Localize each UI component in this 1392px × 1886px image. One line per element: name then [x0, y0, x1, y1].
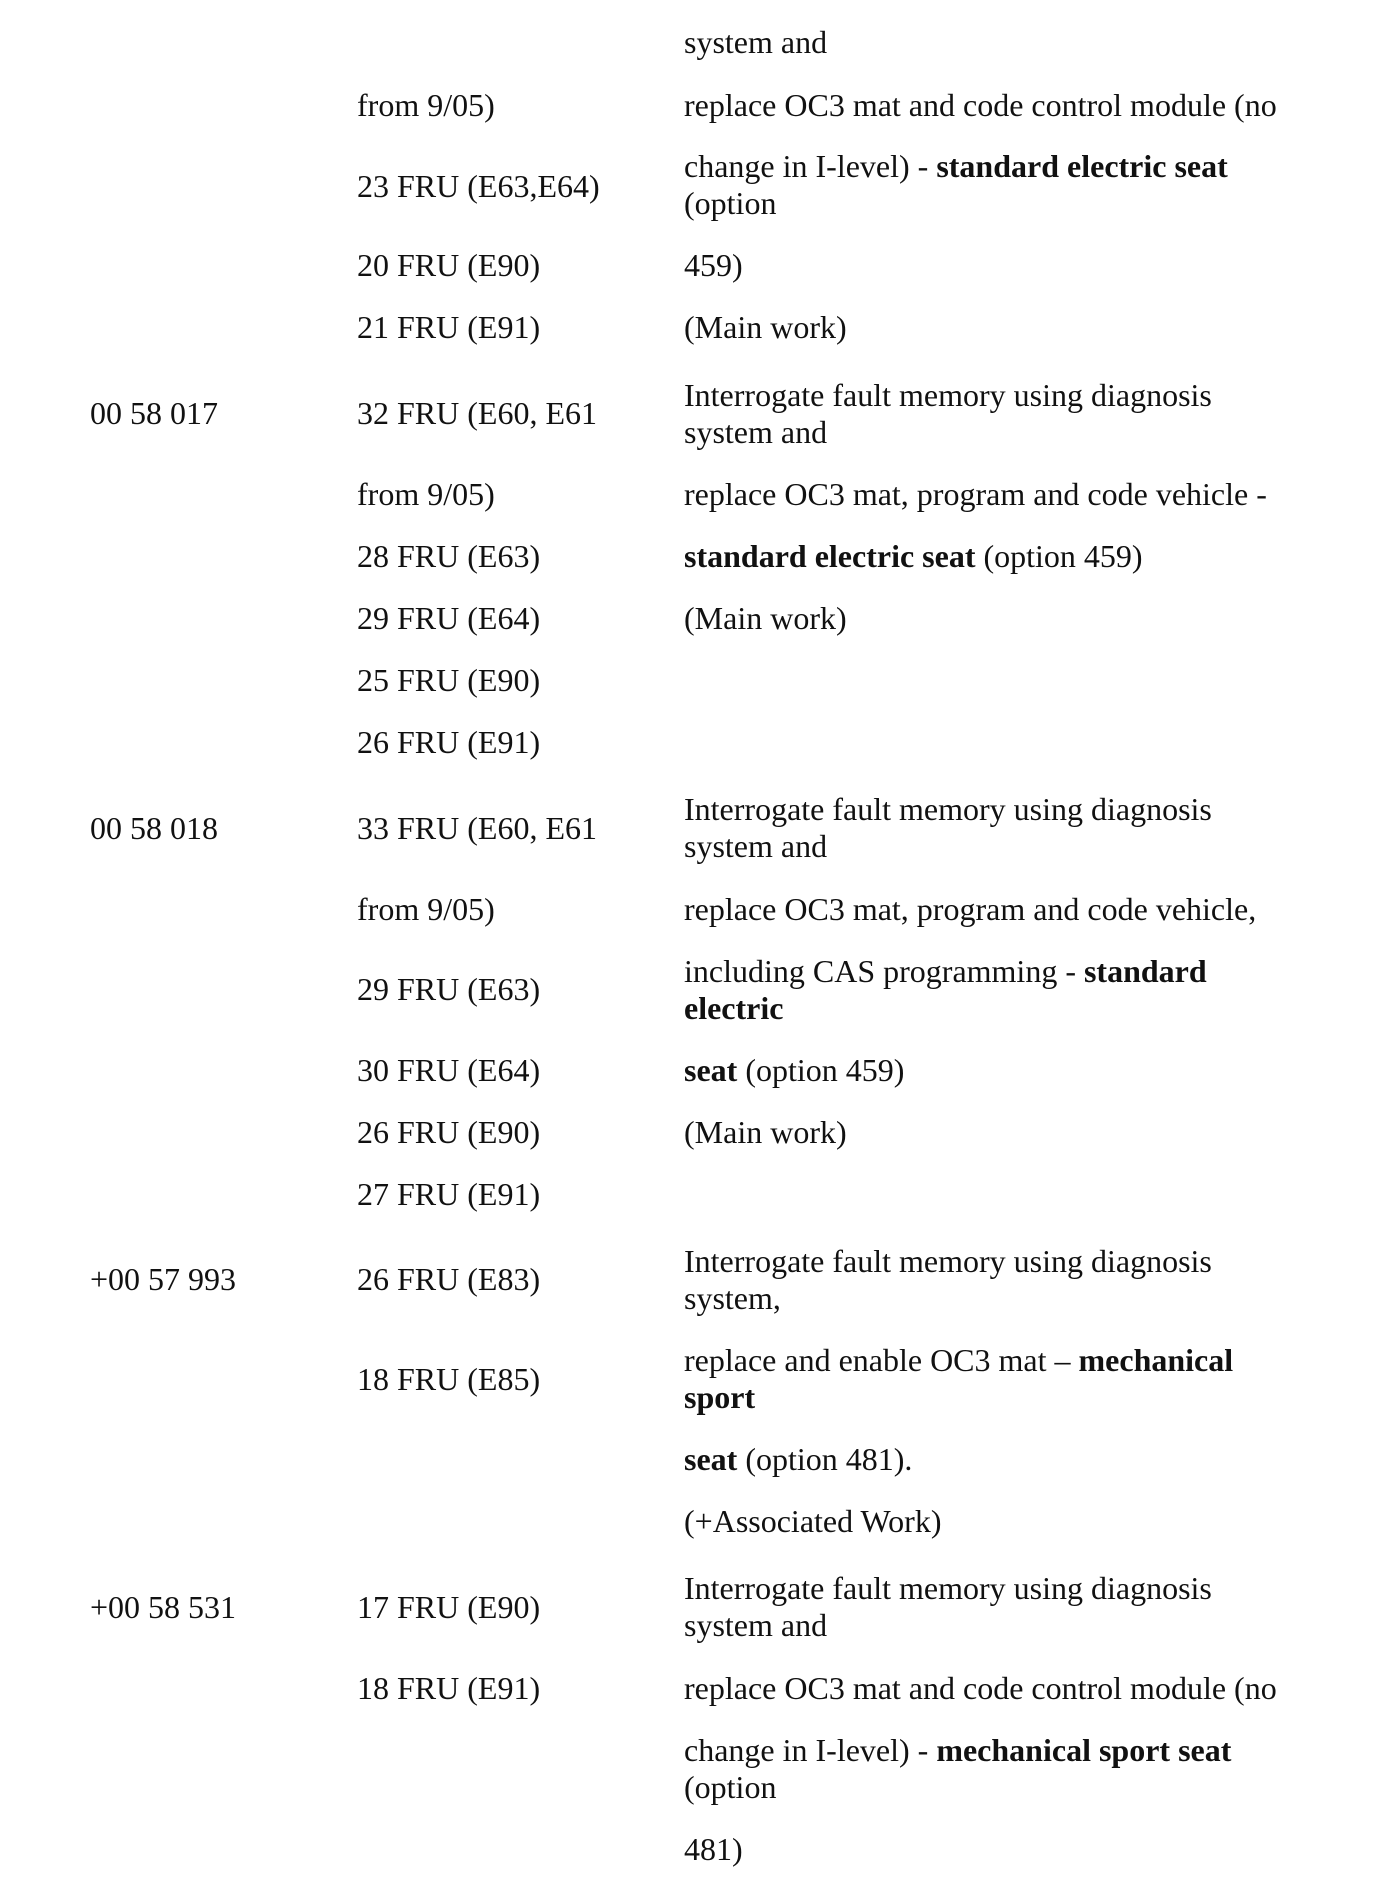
desc-line: (Main work): [684, 600, 847, 636]
desc-line: replace OC3 mat and code control module (no: [684, 87, 1277, 123]
desc-continuation: system and: [684, 24, 828, 60]
desc-line: [684, 538, 1143, 575]
fru-entry: 25 FRU (E90): [357, 662, 541, 698]
fru-entry: 28 FRU (E63): [357, 538, 541, 574]
desc-line: replace OC3 mat and code control module (no: [684, 1670, 1277, 1706]
desc-line: (+Associated Work): [684, 1503, 942, 1539]
desc-line: [684, 1052, 904, 1089]
desc-line: [684, 148, 1228, 185]
fru-entry: from 9/05): [357, 87, 495, 123]
fru-entry: 17 FRU (E90): [357, 1589, 541, 1625]
desc-bold: electric: [684, 990, 784, 1026]
desc-line: system and: [684, 414, 828, 450]
desc-text: (option 481).: [737, 1441, 913, 1477]
desc-bold: seat: [684, 1052, 738, 1088]
fru-entry: 20 FRU (E90): [357, 247, 541, 283]
desc-text: (option 459): [975, 538, 1143, 574]
desc-bold: seat: [684, 1441, 738, 1477]
desc-line: Interrogate fault memory using diagnosis: [684, 1243, 1212, 1279]
desc-line: [684, 953, 1207, 990]
desc-line: [684, 1732, 1231, 1769]
work-code: 00 58 017: [90, 395, 218, 431]
fru-entry: 26 FRU (E91): [357, 724, 541, 760]
desc-line: (Main work): [684, 1114, 847, 1150]
desc-line: [684, 1441, 912, 1478]
desc-bold: mechanical: [1078, 1342, 1234, 1378]
desc-line: [684, 1342, 1233, 1379]
fru-entry: 18 FRU (E85): [357, 1361, 541, 1397]
fru-entry: 26 FRU (E90): [357, 1114, 541, 1150]
desc-line: (option: [684, 185, 777, 221]
desc-line: Interrogate fault memory using diagnosis: [684, 791, 1212, 827]
desc-line: (option: [684, 1769, 777, 1805]
fru-entry: 26 FRU (E83): [357, 1261, 541, 1297]
fru-entry: 27 FRU (E91): [357, 1176, 541, 1212]
desc-text: (option 459): [737, 1052, 905, 1088]
desc-line: (Main work): [684, 309, 847, 345]
desc-line: system and: [684, 828, 828, 864]
desc-text: change in I-level) -: [684, 1732, 937, 1768]
work-code: +00 57 993: [90, 1261, 237, 1297]
desc-text: replace and enable OC3 mat –: [684, 1342, 1079, 1378]
desc-text: including CAS programming -: [684, 953, 1084, 989]
work-code: 00 58 018: [90, 810, 218, 846]
desc-line: [684, 1379, 755, 1416]
desc-text: change in I-level) -: [684, 148, 937, 184]
fru-entry: 21 FRU (E91): [357, 309, 541, 345]
desc-line: Interrogate fault memory using diagnosis: [684, 377, 1212, 413]
desc-bold: standard electric seat: [684, 538, 976, 574]
desc-line: Interrogate fault memory using diagnosis: [684, 1570, 1212, 1606]
work-code: +00 58 531: [90, 1589, 237, 1625]
desc-line: replace OC3 mat, program and code vehicle,: [684, 891, 1257, 927]
fru-entry: 29 FRU (E64): [357, 600, 541, 636]
fru-entry: 32 FRU (E60, E61: [357, 395, 597, 431]
desc-line: system and: [684, 1607, 828, 1643]
desc-bold: mechanical sport seat: [936, 1732, 1232, 1768]
fru-entry: from 9/05): [357, 476, 495, 512]
fru-entry: 29 FRU (E63): [357, 971, 541, 1007]
fru-entry: 30 FRU (E64): [357, 1052, 541, 1088]
desc-line: [684, 990, 783, 1027]
desc-line: 481): [684, 1831, 743, 1867]
fru-entry: 33 FRU (E60, E61: [357, 810, 597, 846]
desc-line: 459): [684, 247, 743, 283]
desc-bold: sport: [684, 1379, 756, 1415]
desc-bold: standard electric seat: [936, 148, 1228, 184]
fru-entry: 23 FRU (E63,E64): [357, 168, 600, 204]
desc-bold: standard: [1083, 953, 1207, 989]
fru-entry: from 9/05): [357, 891, 495, 927]
fru-entry: 18 FRU (E91): [357, 1670, 541, 1706]
desc-line: replace OC3 mat, program and code vehicle -: [684, 476, 1267, 512]
desc-line: system,: [684, 1280, 781, 1316]
